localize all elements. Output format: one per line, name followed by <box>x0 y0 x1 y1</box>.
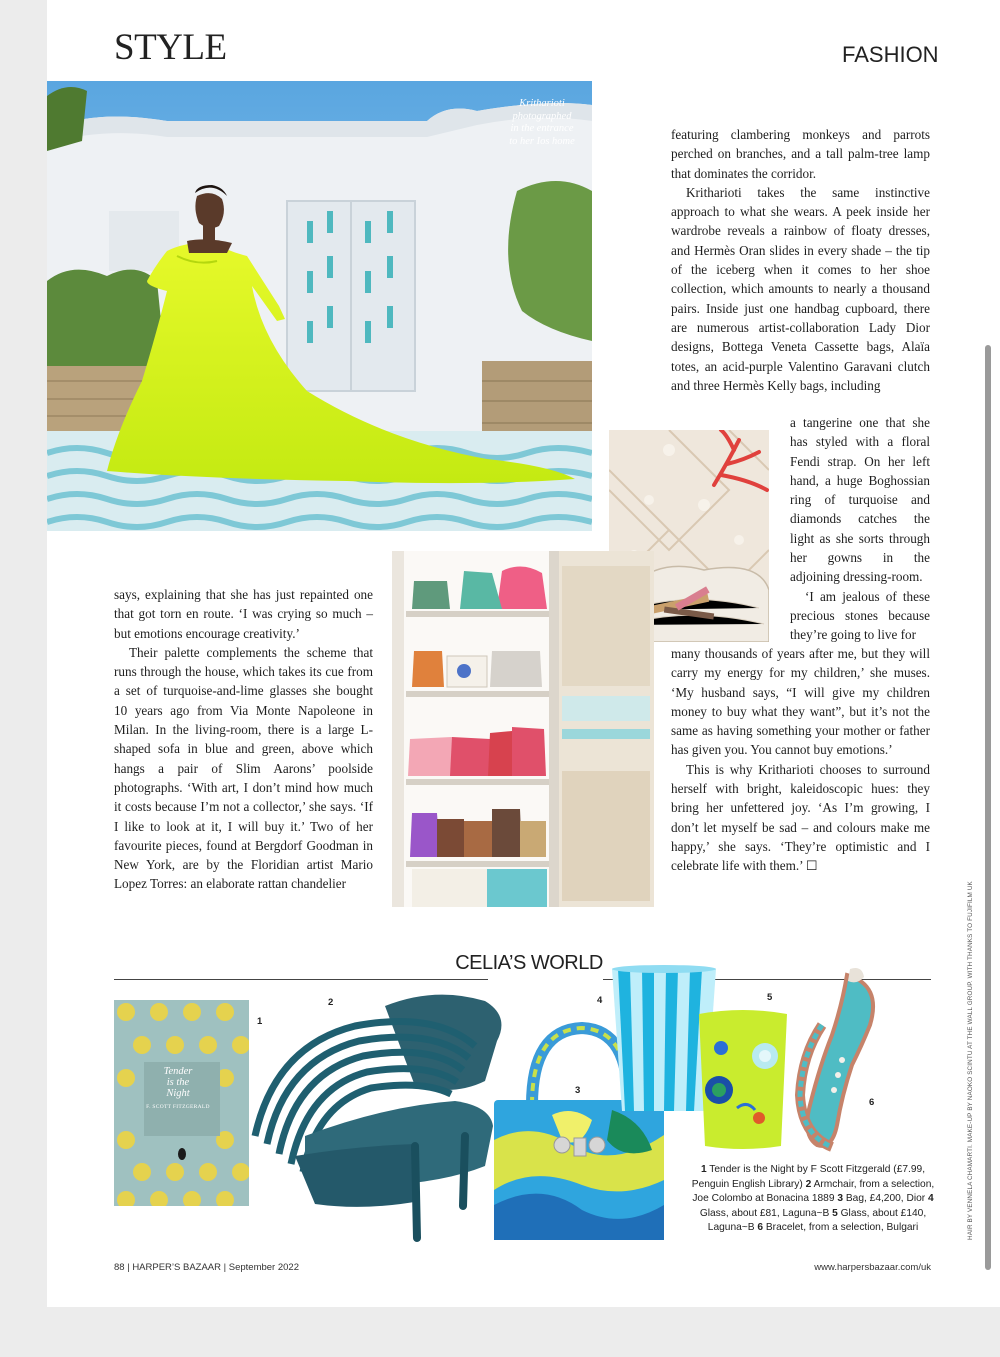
paragraph: says, explaining that she has just repainted one that got torn en route. ‘I was crying so much – but emotions encourage creativity.’ <box>114 587 373 641</box>
page-footer-left: 88 | HARPER’S BAZAAR | September 2022 <box>114 1262 299 1273</box>
book-title-line: Tender <box>163 1066 193 1077</box>
paragraph: featuring clambering monkeys and parrots perched on branches, and a tall palm-tree lamp that dominates the corridor. <box>671 127 930 181</box>
paragraph: Kritharioti takes the same instinctive approach to what she wears. A peek inside her wardrobe reveals a rainbow of floaty dresses, and Hermès Oran slides in every shade – the tip of the iceberg when it comes to her shoe collection, which amounts to nearly a thousand pairs. Inside just one handbag cupboard, there are numerous artist-collaboration Lady Dior designs, Bottega Veneta Cassette bags, Alaïa totes, an acid-purple Valentino Garavani clutch and three Hermès Kelly bags, including <box>671 184 930 393</box>
caption-line: to her Ios home <box>509 135 575 147</box>
credit-number: 1 <box>700 1164 707 1175</box>
caption-line: photographed <box>512 110 572 122</box>
credit-text: Glass, about £81, Laguna~B <box>699 1207 830 1219</box>
credit-number: 3 <box>837 1193 844 1205</box>
category-header: FASHION <box>842 42 939 67</box>
credit-number: 5 <box>832 1207 838 1219</box>
item-number: 4 <box>597 995 603 1006</box>
photo-caption <box>492 98 592 148</box>
paragraph: This is why Kritharioti chooses to surround herself with bright, kaleidoscopic hues: they bring her unfettered joy. ‘As I’m growing, I don’t let myself be sad – and colours make me happy,’ she says. ‘They’re optimistic and I celebrate life with them.’ ☐ <box>671 761 930 874</box>
article-column-right-bottom <box>671 644 930 876</box>
side-credit: HAIR BY VENNELA CHAMARTI. MAKE-UP BY NAOKO SCINTU AT THE WALL GROUP. WITH THANKS TO FUJIFILM UK <box>967 881 974 1240</box>
book-title-line: is the <box>166 1077 190 1088</box>
paragraph: a tangerine one that she has styled with a floral Fendi strap. On her left hand, a huge Boghossian ring of turquoise and diamonds catches the light as she sorts through her gowns in the adjoining dressing-room. <box>790 415 930 585</box>
credit-text: Bracelet, from a selection, Bulgari <box>765 1222 919 1234</box>
credit-number: 6 <box>757 1222 764 1234</box>
article-column-right-top <box>671 125 930 395</box>
item-number: 3 <box>575 1085 581 1096</box>
item-number: 2 <box>328 997 334 1008</box>
credit-number: 2 <box>805 1178 812 1190</box>
celias-world-title: CELIA’S WORLD <box>445 952 613 975</box>
bracelet-image <box>792 965 892 1155</box>
item-number: 6 <box>869 1097 875 1108</box>
product-credits <box>683 1163 943 1236</box>
main-photo <box>47 81 592 531</box>
book-cover <box>114 1000 249 1206</box>
paragraph: ‘I am jealous of these precious stones because they’re going to live for <box>790 588 930 643</box>
caption-line: Kritharioti <box>519 98 565 109</box>
handbag-closet-photo <box>392 551 654 907</box>
lime-glass-image <box>697 1008 789 1150</box>
armchair-image <box>235 986 513 1248</box>
item-number: 5 <box>767 992 773 1003</box>
paragraph: many thousands of years after me, but they will carry my energy for my children,’ she muses. ‘My husband says, “I will give my children money to buy what they want”, but it’s not the same as having something your mother or father has given you. You cannot buy emotions.’ <box>671 646 930 758</box>
article-column-left <box>114 585 373 894</box>
section-header: STYLE <box>114 27 227 68</box>
item-number: 1 <box>257 1016 263 1027</box>
credit-text: Tender is the Night by F Scott Fitzgerald (£7.99, Penguin English Library) <box>691 1164 926 1190</box>
credit-text: Armchair, from a selection, Joe Colombo at Bonacina 1889 <box>692 1178 935 1205</box>
article-column-right-narrow <box>790 413 930 645</box>
section-divider <box>114 979 488 980</box>
book-title-line: Night <box>166 1088 190 1099</box>
paragraph: Their palette complements the scheme that runs through the house, which takes its cue from a set of turquoise-and-lime glasses she bought 10 years ago from Via Monte Napoleone in Milan. In the living-room, there is a large L-shaped sofa in blue and green, above which hangs a pair of Slim Aarons’ poolside photographs. ‘With art, I don’t mind how much it costs because I’m not a collector,’ she says. ‘If I like to look at it, I will buy it.’ Two of her favourite pieces, found at Bergdorf Goodman in New York, are by the Floridian artist Mario Lopez Torres: an elaborate rattan chandelier <box>114 644 373 892</box>
caption-line: in the entrance <box>510 123 574 134</box>
scrollbar[interactable] <box>985 345 991 1270</box>
credit-number: 4 <box>928 1193 934 1205</box>
credit-text: Bag, £4,200, Dior <box>845 1193 926 1205</box>
credit-text: Glass, about £140, Laguna~B <box>707 1207 927 1234</box>
book-author: F. SCOTT FITZGERALD <box>146 1104 210 1110</box>
magazine-page <box>47 0 1000 1307</box>
page-footer-url: www.harpersbazaar.com/uk <box>814 1262 931 1273</box>
